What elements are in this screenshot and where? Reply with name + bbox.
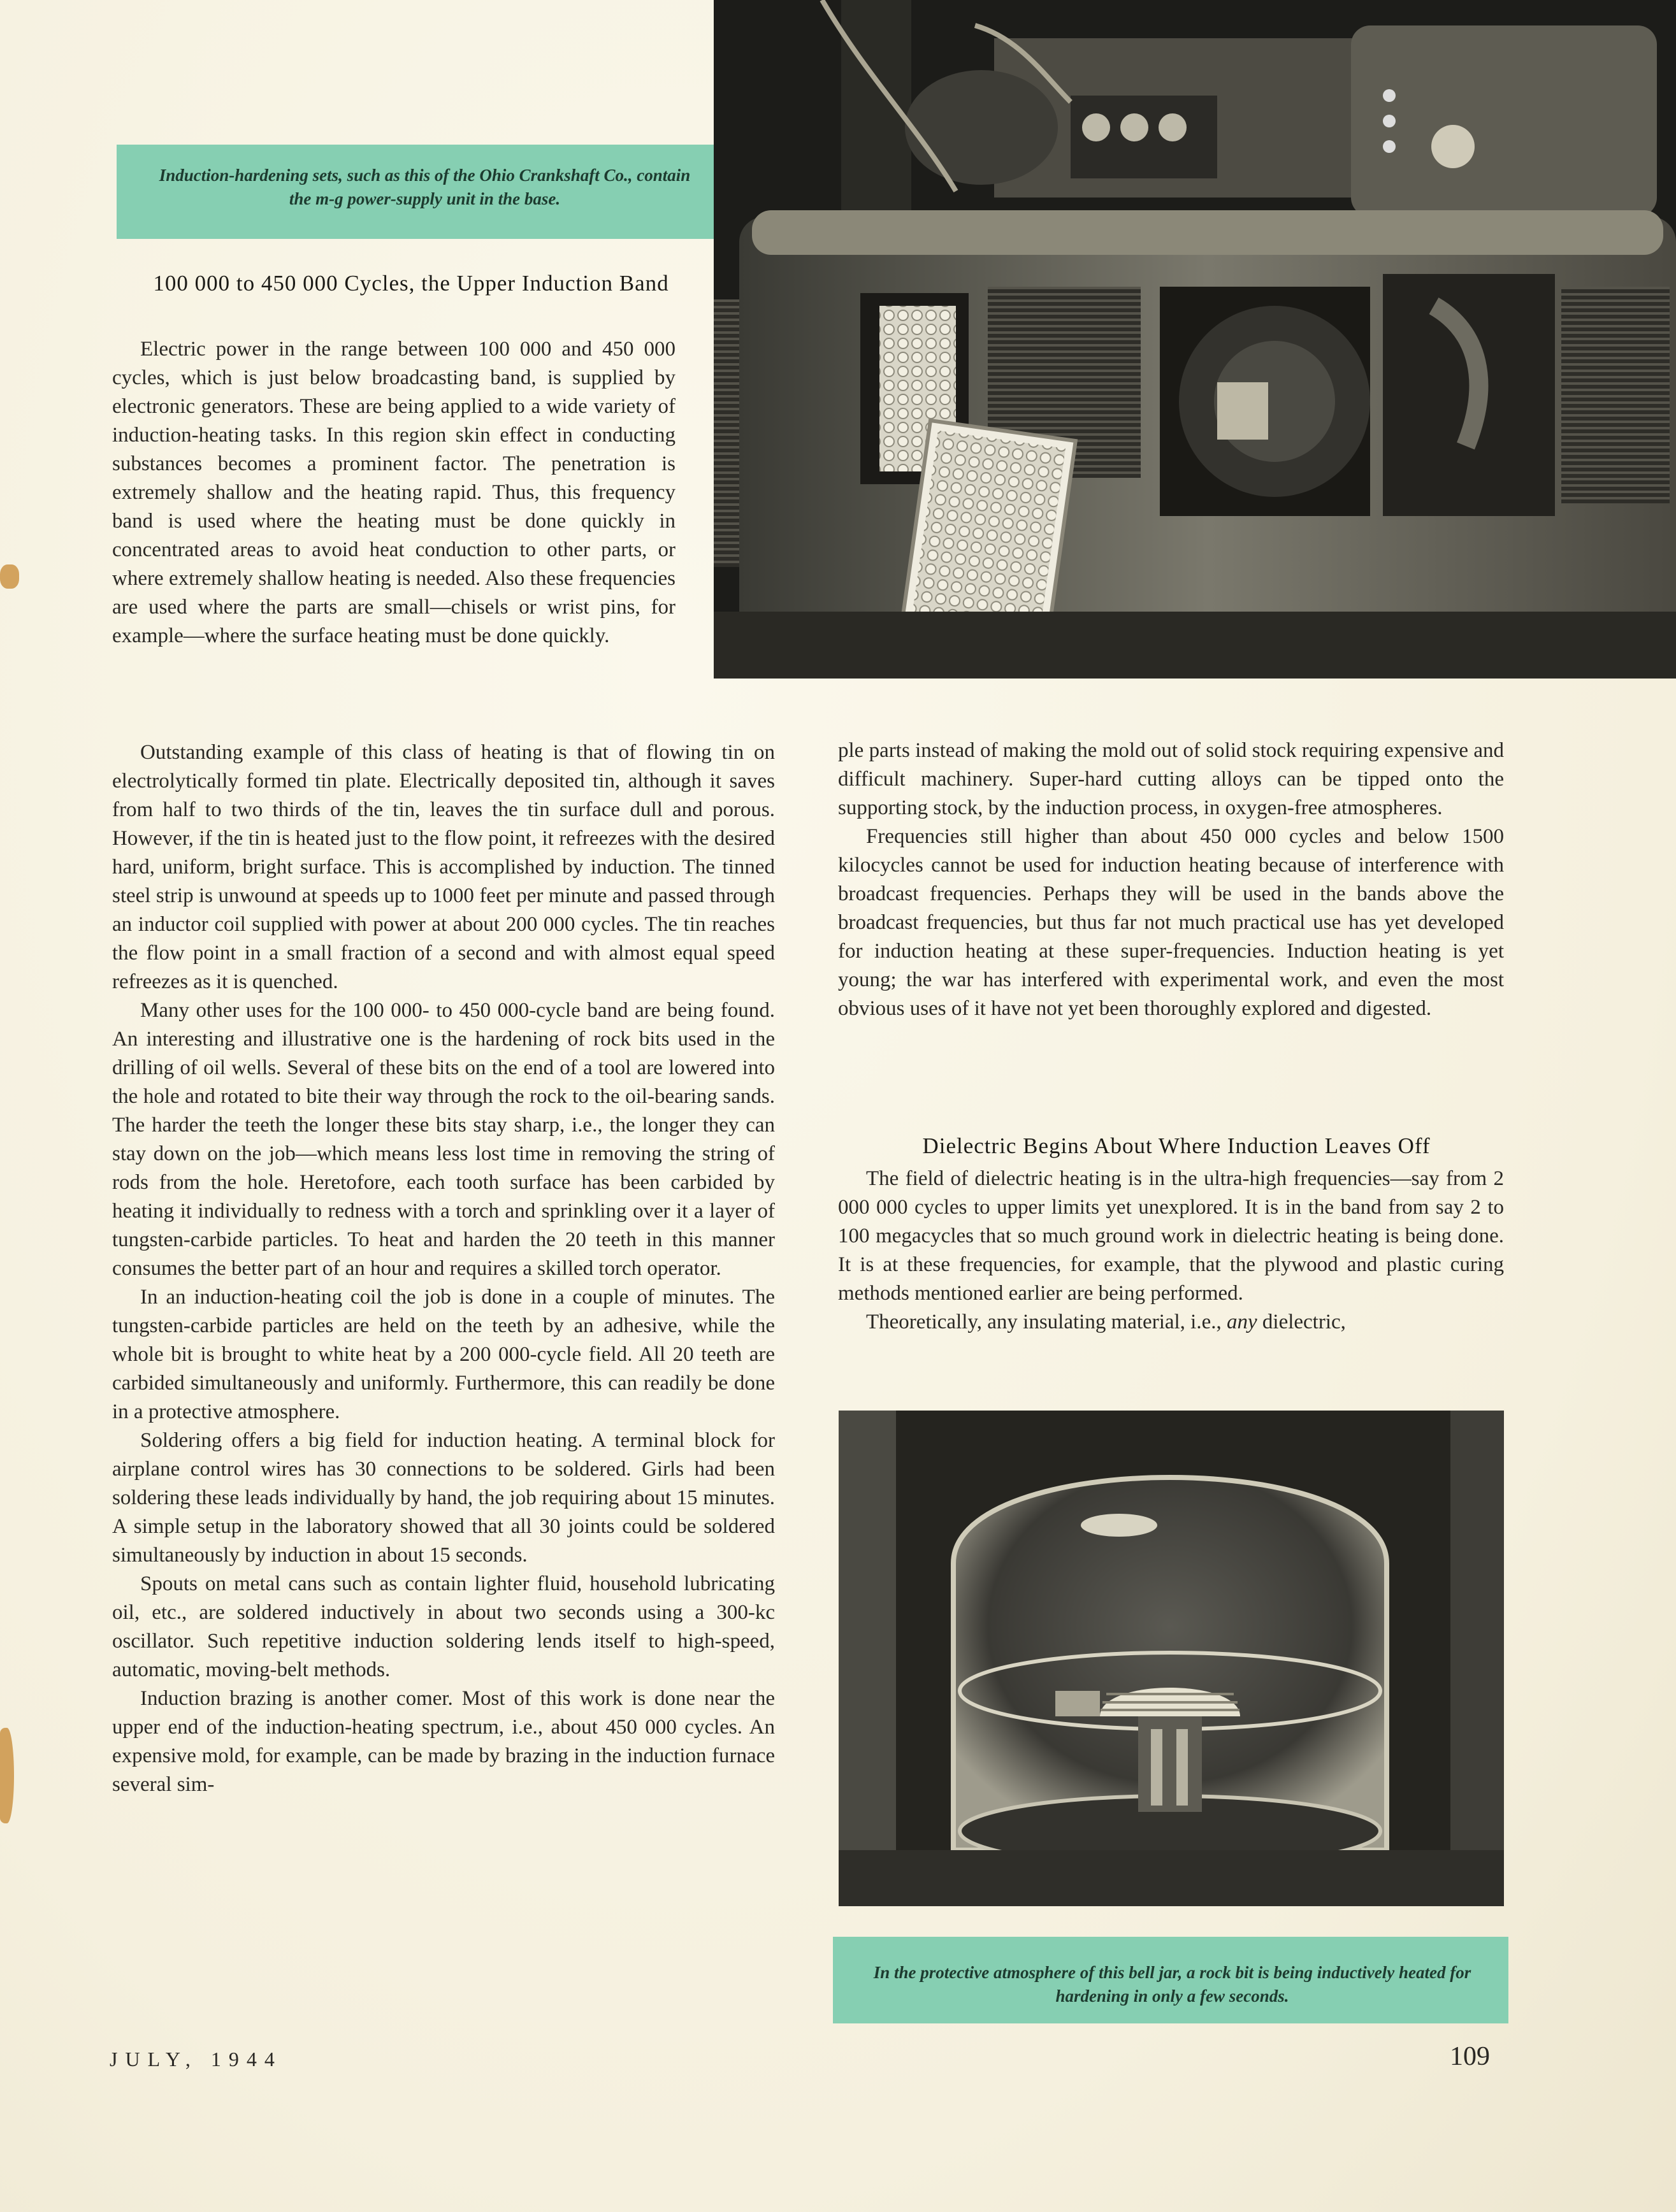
page-number: 109 <box>1450 2042 1490 2071</box>
machine-illustration <box>714 0 1676 679</box>
paragraph-last-line: Theoretically, any insulating material, i.e., any dielectric, <box>866 1311 1346 1333</box>
body-column-left-top <box>112 335 675 650</box>
induction-hardening-set-photo <box>714 0 1676 679</box>
paragraph: Induction brazing is another comer. Most of this work is done near the upper end of the induction-heating spectrum, i.e., about 450 000 cycles. An expensive mold, for example, can be made by brazing in the induction furnace several sim- <box>112 1687 775 1796</box>
paragraph: Electric power in the range between 100 000 and 450 000 cycles, which is just below broadcasting band, is supplied by electronic generators. These are being applied to a wide variety of induction-heating tasks. In this region skin effect in conducting substances becomes a prominent factor. The penetration is extremely shallow and the heating rapid. Thus, this frequency band is used where the heating must be done quickly in concentrated areas to avoid heat conduction to other parts, or where extremely shallow heating is needed. Also these frequencies are used where the parts are small—chisels or wrist pins, for example—where the surface heating must be done quickly. <box>112 338 675 647</box>
paragraph: Soldering offers a big field for induction heating. A terminal block for airplane control wires has 30 connections to be soldered. Girls had been soldering these leads individually by hand, the job requiring about 15 minutes. A simple setup in the laboratory showed that all 30 joints could be soldered simultaneously by induction in about 15 seconds. <box>112 1429 775 1567</box>
paragraph: The field of dielectric heating is in the ultra-high frequencies—say from 2 000 000 cycles to upper limits yet unexplored. It is in the band from say 2 to 100 megacycles that so much ground work in dielectric heating is being done. It is at these frequencies, for example, that the plywood and plastic curing methods mentioned earlier are being performed. <box>838 1167 1504 1305</box>
body-column-left-bottom <box>112 738 775 1799</box>
edge-stain <box>0 1728 14 1823</box>
paragraph: Many other uses for the 100 000- to 450 000-cycle band are being found. An interesting and illustrative one is the hardening of rock bits used in the drilling of oil wells. Several of these bits on the end of a tool are lowered into the hole and rotated to bite their way through the rock to the oil-bearing sands. The harder the teeth the longer these bits stay sharp, i.e., the longer they can stay down on the job—which means less lost time in removing the string of rods from the hole. Heretofore, each tooth surface has been carbided by heating it individually to redness with a torch and sprinkling over it a layer of tungsten-carbide particles. To heat and harden the 20 teeth in this manner consumes the better part of an hour and requires a skilled torch operator. <box>112 999 775 1280</box>
bell-jar-photo <box>839 1411 1504 1906</box>
photo-caption-bottom: In the protective atmosphere of this bell jar, a rock bit is being inductively heated for hardening in only a few seconds. <box>833 1937 1508 2023</box>
paragraph: ple parts instead of making the mold out of solid stock requiring expensive and difficult machinery. Super-hard cutting alloys can be tipped onto the supporting stock, by the induction process, in oxygen-free atmospheres. <box>838 739 1504 819</box>
section-heading-dielectric: Dielectric Begins About Where Induction Leaves Off <box>922 1133 1431 1158</box>
photo-caption-top: Induction-hardening sets, such as this of the Ohio Crankshaft Co., contain the m-g power-supply unit in the base. <box>117 145 714 239</box>
section-heading-upper-band: 100 000 to 450 000 Cycles, the Upper Induction Band <box>153 271 669 296</box>
issue-date: JULY, 1944 <box>110 2048 282 2071</box>
body-column-right-top <box>838 736 1504 1023</box>
edge-stain <box>0 564 19 589</box>
paragraph: Spouts on metal cans such as contain lighter fluid, household lubricating oil, etc., are soldered inductively in about two seconds using a 300-kc oscillator. Such repetitive induction soldering lends itself to high-speed, automatic, moving-belt methods. <box>112 1572 775 1681</box>
bell-jar-illustration <box>839 1411 1504 1906</box>
body-column-right-bottom <box>838 1165 1504 1337</box>
paragraph: Frequencies still higher than about 450 000 cycles and below 1500 kilocycles cannot be used for induction heating because of interference with broadcast frequencies. Perhaps they will be used in the bands above the broadcast frequencies, but thus far not much practical use has yet developed for induction heating at these super-frequencies. Induction heating is yet young; the war has interfered with experimental work, and even the most obvious uses of it have not yet been thoroughly explored and digested. <box>838 825 1504 1020</box>
paragraph: Outstanding example of this class of heating is that of flowing tin on electrolytically formed tin plate. Electrically deposited tin, although it saves from half to two thirds of the tin, leaves the tin surface dull and porous. However, if the tin is heated just to the flow point, it refreezes with the desired hard, uniform, bright surface. This is accomplished by induction. The tinned steel strip is unwound at speeds up to 1000 feet per minute and passed through an inductor coil supplied with power at about 200 000 cycles. The tin reaches the flow point in a small fraction of a second and with almost equal speed refreezes as it is quenched. <box>112 741 775 993</box>
paragraph: In an induction-heating coil the job is done in a couple of minutes. The tungsten-carbide particles are held on the teeth by an adhesive, while the whole bit is brought to white heat by a 200 000-cycle field. All 20 teeth are carbided simultaneously and uniformly. Furthermore, this can readily be done in a protective atmosphere. <box>112 1286 775 1423</box>
